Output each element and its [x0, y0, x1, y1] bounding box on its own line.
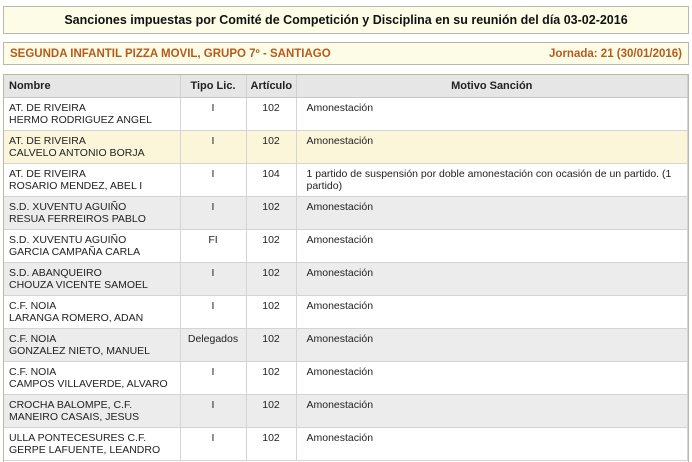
- table-row: [4, 97, 688, 130]
- cell-nombre: [4, 97, 180, 130]
- player-name: GONZALEZ NIETO, MANUEL: [9, 344, 150, 357]
- cell-motivo: Amonestación: [296, 328, 688, 361]
- club-name: S.D. XUVENTU AGUIÑO: [9, 200, 127, 213]
- club-name: AT. DE RIVEIRA: [9, 167, 86, 180]
- table-row: [4, 427, 688, 460]
- cell-nombre: [4, 361, 180, 394]
- column-header-motivo: Motivo Sanción: [296, 75, 688, 97]
- player-name: HERMO RODRIGUEZ ANGEL: [9, 113, 152, 126]
- table-row: [4, 295, 688, 328]
- table-row: [4, 163, 688, 196]
- cell-tipo-lic: I: [180, 262, 246, 295]
- column-header-articulo: Artículo: [246, 75, 296, 97]
- cell-nombre: [4, 229, 180, 262]
- cell-nombre: [4, 427, 180, 460]
- cell-tipo-lic: Delegados: [180, 328, 246, 361]
- cell-articulo: 102: [246, 328, 296, 361]
- cell-motivo: Amonestación: [296, 130, 688, 163]
- cell-articulo: 102: [246, 262, 296, 295]
- table-row: [4, 361, 688, 394]
- cell-nombre: [4, 130, 180, 163]
- cell-motivo: 1 partido de suspensión por doble amonestación con ocasión de un partido. (1 partido): [296, 163, 688, 196]
- player-name: CHOUZA VICENTE SAMOEL: [9, 278, 148, 291]
- cell-tipo-lic: I: [180, 427, 246, 460]
- cell-motivo: Amonestación: [296, 262, 688, 295]
- cell-tipo-lic: I: [180, 295, 246, 328]
- cell-motivo: Amonestación: [296, 361, 688, 394]
- table-header-row: [4, 75, 688, 97]
- cell-articulo: 102: [246, 394, 296, 427]
- cell-tipo-lic: I: [180, 97, 246, 130]
- cell-motivo: Amonestación: [296, 196, 688, 229]
- table-row: [4, 262, 688, 295]
- table-row: [4, 229, 688, 262]
- player-name: GERPE LAFUENTE, LEANDRO: [9, 443, 161, 456]
- cell-nombre: [4, 295, 180, 328]
- cell-nombre: [4, 163, 180, 196]
- cell-motivo: Amonestación: [296, 97, 688, 130]
- jornada-label: Jornada: 21 (30/01/2016): [549, 47, 682, 60]
- table-row: [4, 394, 688, 427]
- table-row: [4, 130, 688, 163]
- player-name: CAMPOS VILLAVERDE, ALVARO: [9, 377, 168, 390]
- player-name: GARCIA CAMPAÑA CARLA: [9, 245, 141, 258]
- cell-articulo: 104: [246, 163, 296, 196]
- cell-tipo-lic: I: [180, 394, 246, 427]
- club-name: C.F. NOIA: [9, 365, 57, 378]
- cell-motivo: Amonestación: [296, 427, 688, 460]
- club-name: C.F. NOIA: [9, 299, 57, 312]
- cell-tipo-lic: I: [180, 163, 246, 196]
- club-name: S.D. ABANQUEIRO: [9, 266, 102, 279]
- group-name: SEGUNDA INFANTIL PIZZA MOVIL, GRUPO 7º - SANTIAGO: [10, 47, 331, 60]
- cell-articulo: 102: [246, 427, 296, 460]
- cell-nombre: [4, 196, 180, 229]
- cell-tipo-lic: FI: [180, 229, 246, 262]
- cell-articulo: 102: [246, 130, 296, 163]
- cell-tipo-lic: I: [180, 196, 246, 229]
- sanctions-table-container: [3, 74, 689, 462]
- cell-motivo: Amonestación: [296, 229, 688, 262]
- club-name: S.D. XUVENTU AGUIÑO: [9, 233, 127, 246]
- sanctions-table: [4, 75, 688, 461]
- club-name: ULLA PONTECESURES C.F.: [9, 431, 147, 444]
- page-title: Sanciones impuestas por Comité de Competición y Disciplina en su reunión del día 03-02-2016: [64, 13, 628, 27]
- cell-motivo: Amonestación: [296, 295, 688, 328]
- player-name: ROSARIO MENDEZ, ABEL I: [9, 179, 143, 192]
- cell-nombre: [4, 394, 180, 427]
- cell-nombre: [4, 262, 180, 295]
- cell-tipo-lic: I: [180, 361, 246, 394]
- cell-articulo: 102: [246, 295, 296, 328]
- column-header-tipo-lic: Tipo Lic.: [180, 75, 246, 97]
- club-name: AT. DE RIVEIRA: [9, 134, 86, 147]
- cell-articulo: 102: [246, 361, 296, 394]
- cell-articulo: 102: [246, 229, 296, 262]
- group-header: [3, 42, 689, 65]
- cell-articulo: 102: [246, 196, 296, 229]
- table-row: [4, 328, 688, 361]
- player-name: CALVELO ANTONIO BORJA: [9, 146, 145, 159]
- page-title-box: [3, 6, 689, 34]
- cell-motivo: Amonestación: [296, 394, 688, 427]
- club-name: C.F. NOIA: [9, 332, 57, 345]
- cell-tipo-lic: I: [180, 130, 246, 163]
- cell-articulo: 102: [246, 97, 296, 130]
- cell-nombre: [4, 328, 180, 361]
- player-name: MANEIRO CASAIS, JESUS: [9, 410, 140, 423]
- player-name: LARANGA ROMERO, ADAN: [9, 311, 144, 324]
- club-name: CROCHA BALOMPE, C.F.: [9, 398, 133, 411]
- player-name: RESUA FERREIROS PABLO: [9, 212, 146, 225]
- club-name: AT. DE RIVEIRA: [9, 101, 86, 114]
- table-row: [4, 196, 688, 229]
- column-header-nombre: Nombre: [4, 75, 180, 97]
